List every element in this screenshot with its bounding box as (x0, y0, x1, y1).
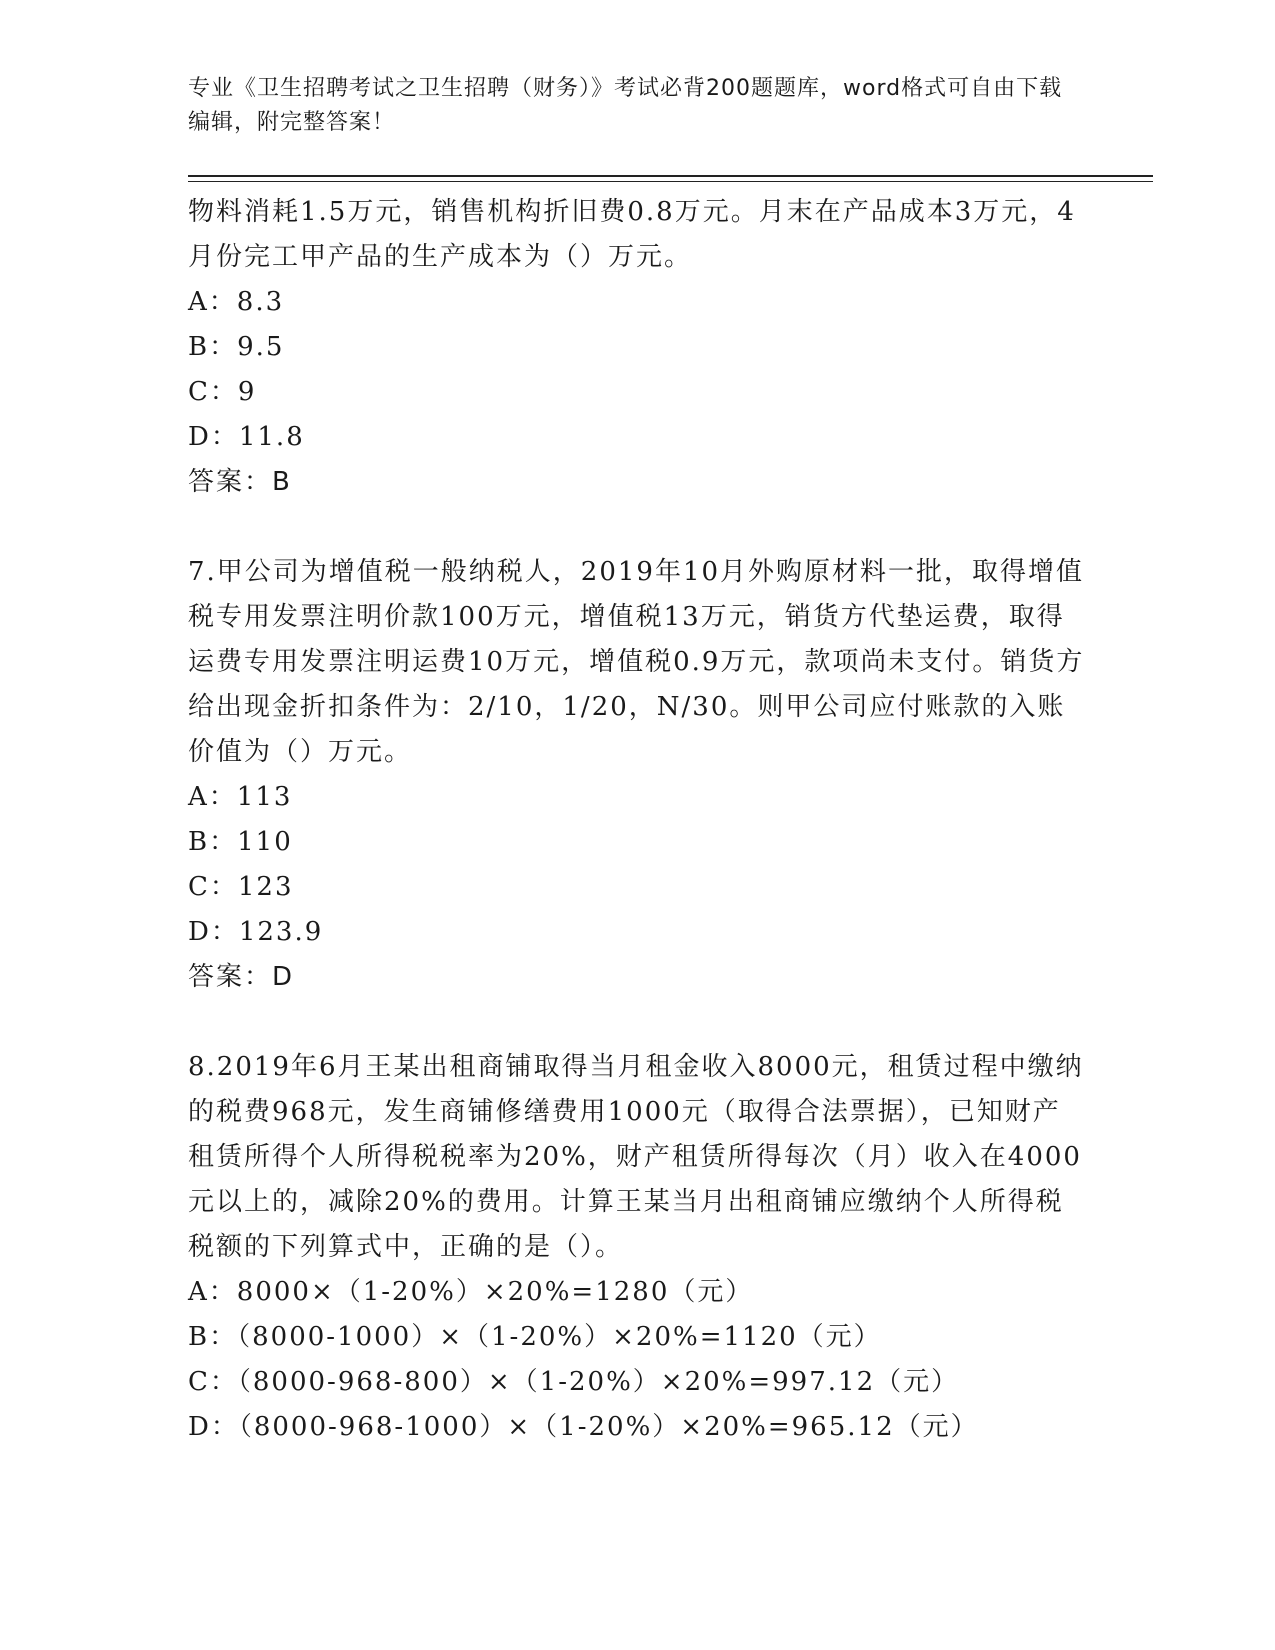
spacer (188, 505, 1088, 550)
question-7-option-d: D：123.9 (188, 917, 324, 947)
question-6-option-c: C：9 (188, 377, 257, 407)
question-6-answer: 答案：B (188, 467, 292, 497)
question-7-option-b: B：110 (188, 827, 293, 857)
question-6-option-d: D：11.8 (188, 422, 305, 452)
question-7-option-a: A：113 (188, 782, 293, 812)
question-6 (188, 190, 1088, 505)
question-8-option-b: B：（8000-1000）×（1-20%）×20%=1120（元） (188, 1322, 882, 1352)
question-8-option-a: A：8000×（1-20%）×20%=1280（元） (188, 1277, 754, 1307)
question-8-stem: 8.2019年6月王某出租商铺取得当月租金收入8000元，租赁过程中缴纳的税费968元，发生商铺修缮费用1000元（取得合法票据），已知财产租赁所得个人所得税税率为20%，财产租赁所得每次（月）收入在4000元以上的，减除20%的费用。计算王某当月出租商铺应缴纳个人所得税税额的下列算式中，正确的是（）。 (188, 1052, 1084, 1262)
question-7-answer: 答案：D (188, 962, 295, 992)
question-7 (188, 550, 1088, 1000)
header-rule-thin (188, 181, 1153, 182)
question-8-option-d: D：（8000-968-1000）×（1-20%）×20%=965.12（元） (188, 1412, 979, 1442)
spacer (188, 1000, 1088, 1045)
question-6-option-a: A：8.3 (188, 287, 285, 317)
question-7-stem: 7.甲公司为增值税一般纳税人，2019年10月外购原材料一批，取得增值税专用发票注明价款100万元，增值税13万元，销货方代垫运费，取得运费专用发票注明运费10万元，增值税0.9万元，款项尚未支付。销货方给出现金折扣条件为：2/10，1/20，N/30。则甲公司应付账款的入账价值为（）万元。 (188, 557, 1085, 767)
header-text: 专业《卫生招聘考试之卫生招聘（财务）》考试必背200题题库，word格式可自由下载编辑，附完整答案！ (188, 76, 1063, 135)
document-header (188, 72, 1068, 140)
question-6-stem: 物料消耗1.5万元，销售机构折旧费0.8万元。月末在产品成本3万元，4月份完工甲产品的生产成本为（）万元。 (188, 197, 1076, 272)
document-body (188, 190, 1088, 1450)
question-7-option-c: C：123 (188, 872, 294, 902)
question-8 (188, 1045, 1088, 1450)
question-8-option-c: C：（8000-968-800）×（1-20%）×20%=997.12（元） (188, 1367, 960, 1397)
question-6-option-b: B：9.5 (188, 332, 285, 362)
header-rule-thick (188, 175, 1153, 177)
